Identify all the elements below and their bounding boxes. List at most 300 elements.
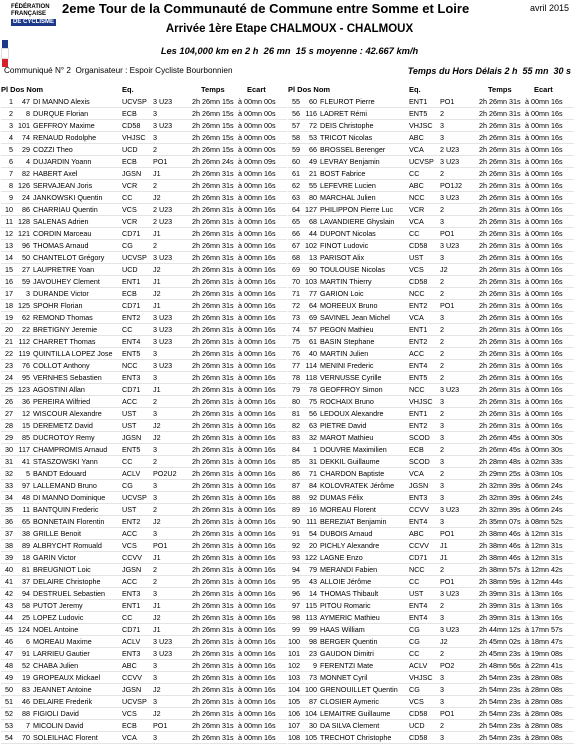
rider-name-cell: JEANNET Antoine: [33, 685, 92, 694]
gap-cell: à 00mn 16s: [238, 277, 276, 286]
team-cell: CD58: [409, 709, 428, 718]
bib-cell: 68: [309, 217, 317, 226]
result-row: [1, 144, 287, 156]
gap-cell: à 13mn 16s: [525, 613, 563, 622]
rider-name-cell: MENINI Frederic: [320, 361, 374, 370]
rank-cell: 29: [5, 433, 13, 442]
gap-cell: à 17mn 57s: [525, 625, 563, 634]
rider-name-cell: CHARRET Thomas: [33, 337, 96, 346]
rider-name-cell: LEFEVRE Lucien: [320, 181, 376, 190]
category-cell: 3 U23: [440, 241, 460, 250]
time-cell: 2h 26mn 31s: [192, 601, 234, 610]
result-row: [288, 456, 574, 468]
rank-cell: 85: [292, 457, 300, 466]
time-cell: 2h 26mn 31s: [192, 469, 234, 478]
gap-cell: à 00mn 16s: [525, 97, 563, 106]
category-cell: 3: [153, 373, 157, 382]
rider-name-cell: BOST Fabrice: [320, 169, 366, 178]
time-cell: 2h 26mn 31s: [192, 517, 234, 526]
rider-name-cell: MARCHAL Julien: [320, 193, 376, 202]
gap-cell: à 12mn 31s: [525, 553, 563, 562]
team-cell: ACLV: [122, 637, 141, 646]
gap-cell: à 00mn 16s: [525, 241, 563, 250]
category-cell: PO1: [440, 301, 455, 310]
category-cell: 3 U23: [440, 505, 460, 514]
gap-cell: à 00mn 16s: [238, 661, 276, 670]
rank-cell: 8: [9, 181, 13, 190]
rider-name-cell: CORDIN Marceau: [33, 229, 92, 238]
result-row: [1, 132, 287, 144]
rider-name-cell: JANKOWSKI Quentin: [33, 193, 103, 202]
gap-cell: à 00mn 16s: [238, 445, 276, 454]
gap-cell: à 00mn 16s: [238, 217, 276, 226]
team-cell: CC: [122, 325, 133, 334]
time-cell: 2h 54mn 23s: [479, 721, 521, 730]
gap-cell: à 00mn 16s: [525, 133, 563, 142]
rider-name-cell: LEVRAY Benjamin: [320, 157, 380, 166]
bib-cell: 38: [22, 529, 30, 538]
time-cell: 2h 26mn 31s: [479, 229, 521, 238]
result-row: [288, 108, 574, 120]
bib-cell: 113: [305, 613, 317, 622]
category-cell: 3: [440, 493, 444, 502]
category-cell: 3: [153, 589, 157, 598]
rank-cell: 69: [292, 265, 300, 274]
rider-name-cell: LADRET Rémi: [320, 109, 367, 118]
team-cell: NCC: [409, 193, 425, 202]
bib-cell: 24: [22, 193, 30, 202]
team-cell: VCA: [122, 733, 137, 742]
gap-cell: à 00mn 16s: [525, 229, 563, 238]
result-row: [1, 708, 287, 720]
time-cell: 2h 26mn 31s: [192, 409, 234, 418]
time-cell: 2h 32mn 39s: [479, 505, 521, 514]
category-cell: J2: [153, 709, 161, 718]
gap-cell: à 00mn 16s: [238, 709, 276, 718]
result-row: [288, 264, 574, 276]
rider-name-cell: AYMERIC Mathieu: [320, 613, 380, 622]
rank-cell: 74: [292, 325, 300, 334]
rider-name-cell: FIGIOLI David: [33, 709, 79, 718]
result-row: [1, 324, 287, 336]
bib-cell: 117: [18, 445, 30, 454]
gap-cell: à 00mn 16s: [238, 421, 276, 430]
rank-cell: 77: [292, 361, 300, 370]
gap-cell: à 00mn 16s: [525, 409, 563, 418]
results-rows: [288, 96, 574, 744]
team-cell: ENT1: [122, 601, 141, 610]
bib-cell: 37: [22, 577, 30, 586]
team-cell: ENT4: [409, 361, 428, 370]
bib-cell: 57: [309, 325, 317, 334]
bib-cell: 30: [309, 721, 317, 730]
bib-cell: 55: [309, 181, 317, 190]
rank-cell: 81: [292, 409, 300, 418]
rank-cell: 9: [9, 193, 13, 202]
header-time: Temps: [201, 85, 225, 94]
rank-cell: 89: [292, 505, 300, 514]
category-cell: 3: [153, 733, 157, 742]
team-cell: CG: [409, 625, 420, 634]
category-cell: 3 U23: [440, 589, 460, 598]
bib-cell: 3: [26, 289, 30, 298]
result-row: [288, 444, 574, 456]
team-cell: ACC: [122, 577, 138, 586]
rank-cell: 107: [288, 721, 300, 730]
rider-name-cell: MOREAU Maxime: [33, 637, 92, 646]
gap-cell: à 00mn 16s: [238, 589, 276, 598]
gap-cell: à 00mn 16s: [238, 481, 276, 490]
category-cell: 2 U23: [153, 205, 173, 214]
logo-line-2: FRANÇAISE: [11, 11, 47, 17]
result-row: [1, 264, 287, 276]
team-cell: VCS: [122, 541, 137, 550]
result-row: [1, 576, 287, 588]
rider-name-cell: REMOND Thomas: [33, 313, 93, 322]
gap-cell: à 00mn 16s: [238, 505, 276, 514]
team-cell: UST: [409, 589, 424, 598]
time-cell: 2h 39mn 31s: [479, 601, 521, 610]
category-cell: 2: [440, 337, 444, 346]
result-row: [288, 288, 574, 300]
result-row: [288, 432, 574, 444]
communique-organizer: Communiqué N° 2 Organisateur : Espoir Cycliste Bourbonnien: [4, 66, 233, 75]
team-cell: ECB: [122, 157, 137, 166]
time-cell: 2h 54mn 23s: [479, 685, 521, 694]
rank-cell: 26: [5, 397, 13, 406]
rider-name-cell: ROCHAIX Bruno: [320, 397, 374, 406]
bib-cell: 81: [22, 565, 30, 574]
time-cell: 2h 26mn 31s: [479, 349, 521, 358]
time-cell: 2h 32mn 39s: [479, 481, 521, 490]
time-cell: 2h 26mn 31s: [192, 265, 234, 274]
result-row: [288, 636, 574, 648]
gap-cell: à 00mn 16s: [525, 385, 563, 394]
gap-cell: à 00mn 16s: [238, 169, 276, 178]
time-cell: 2h 26mn 31s: [192, 613, 234, 622]
rider-name-cell: LEDOUX Alexandre: [320, 409, 384, 418]
team-cell: ABC: [409, 529, 424, 538]
result-row: [288, 492, 574, 504]
rank-cell: 15: [5, 265, 13, 274]
bib-cell: 118: [305, 373, 317, 382]
header-pl-dos-nom: Pl Dos Nom: [1, 85, 44, 94]
rank-cell: 60: [292, 157, 300, 166]
bib-cell: 101: [18, 121, 30, 130]
rank-cell: 103: [288, 673, 300, 682]
team-cell: ECB: [122, 721, 137, 730]
gap-cell: à 00mn 16s: [525, 205, 563, 214]
category-cell: J2: [153, 421, 161, 430]
rider-name-cell: STASZOWSKI Yann: [33, 457, 98, 466]
rider-name-cell: THOMAS Arnaud: [33, 241, 89, 250]
gap-cell: à 28mn 08s: [525, 709, 563, 718]
bib-cell: 96: [22, 241, 30, 250]
time-cell: 2h 26mn 31s: [192, 529, 234, 538]
category-cell: J1: [440, 541, 448, 550]
rider-name-cell: MERANDI Fabien: [320, 565, 378, 574]
time-cell: 2h 38mn 46s: [479, 529, 521, 538]
gap-cell: à 00mn 16s: [238, 181, 276, 190]
bib-cell: 104: [305, 709, 317, 718]
rider-name-cell: DUPONT Nicolas: [320, 229, 376, 238]
time-cell: 2h 26mn 31s: [192, 253, 234, 262]
bib-cell: 41: [22, 457, 30, 466]
result-row: [288, 312, 574, 324]
gap-cell: à 00mn 16s: [238, 241, 276, 250]
gap-cell: à 00mn 16s: [238, 733, 276, 742]
category-cell: 3: [153, 673, 157, 682]
category-cell: 2: [440, 325, 444, 334]
time-cell: 2h 32mn 39s: [479, 493, 521, 502]
rank-cell: 38: [5, 541, 13, 550]
time-cell: 2h 26mn 31s: [192, 553, 234, 562]
results-rows: [1, 96, 287, 744]
result-row: [1, 444, 287, 456]
rider-name-cell: GRENOUILLET Quentin: [320, 685, 398, 694]
gap-cell: à 00mn 16s: [238, 697, 276, 706]
bib-cell: 77: [309, 289, 317, 298]
time-cell: 2h 26mn 31s: [192, 361, 234, 370]
gap-cell: à 28mn 08s: [525, 733, 563, 742]
time-cell: 2h 26mn 31s: [479, 361, 521, 370]
time-cell: 2h 26mn 31s: [479, 277, 521, 286]
team-cell: UST: [122, 505, 137, 514]
rider-name-cell: COLLOT Anthony: [33, 361, 90, 370]
result-row: [1, 204, 287, 216]
team-cell: VHJSC: [409, 673, 433, 682]
rank-cell: 48: [5, 661, 13, 670]
gap-cell: à 00mn 16s: [238, 613, 276, 622]
rank-cell: 34: [5, 493, 13, 502]
rider-name-cell: DEIS Christophe: [320, 121, 374, 130]
rank-cell: 94: [292, 565, 300, 574]
time-cell: 2h 26mn 31s: [192, 433, 234, 442]
rank-cell: 37: [5, 529, 13, 538]
rank-cell: 51: [5, 697, 13, 706]
rider-name-cell: DESTRUEL Sebastien: [33, 589, 106, 598]
gap-cell: à 00mn 16s: [525, 349, 563, 358]
team-cell: CG: [122, 481, 133, 490]
rider-name-cell: THOMAS Thibault: [320, 589, 379, 598]
category-cell: PO1J2: [440, 181, 462, 190]
team-cell: ENT5: [122, 349, 141, 358]
bib-cell: 102: [305, 241, 317, 250]
bib-cell: 60: [309, 97, 317, 106]
gap-cell: à 00mn 16s: [525, 421, 563, 430]
category-cell: 3 U23: [153, 337, 173, 346]
team-cell: VCS: [409, 697, 424, 706]
category-cell: J1: [153, 601, 161, 610]
bib-cell: 22: [22, 325, 30, 334]
rank-cell: 41: [5, 577, 13, 586]
result-row: [288, 300, 574, 312]
gap-cell: à 00mn 16s: [238, 565, 276, 574]
results-right-column: [288, 84, 574, 744]
team-cell: ENT3: [122, 589, 141, 598]
rank-cell: 5: [9, 145, 13, 154]
rank-cell: 22: [5, 349, 13, 358]
team-cell: ACLV: [409, 661, 428, 670]
gap-cell: à 00mn 16s: [525, 121, 563, 130]
rank-cell: 104: [288, 685, 300, 694]
rider-name-cell: ALLOIE Jérôme: [320, 577, 372, 586]
rank-cell: 91: [292, 529, 300, 538]
time-cell: 2h 39mn 31s: [479, 589, 521, 598]
result-row: [288, 600, 574, 612]
time-cell: 2h 26mn 31s: [192, 541, 234, 550]
bib-cell: 6: [26, 637, 30, 646]
team-cell: CC: [409, 169, 420, 178]
team-cell: ACC: [122, 397, 138, 406]
rank-cell: 6: [9, 157, 13, 166]
gap-cell: à 00mn 30s: [525, 445, 563, 454]
bib-cell: 97: [22, 481, 30, 490]
rank-cell: 55: [292, 97, 300, 106]
bib-cell: 66: [309, 145, 317, 154]
rider-name-cell: PHILIPPON Pierre Luc: [320, 205, 394, 214]
gap-cell: à 03mn 10s: [525, 469, 563, 478]
rider-name-cell: DUBOIS Arnaud: [320, 529, 373, 538]
result-row: [288, 672, 574, 684]
result-row: [1, 408, 287, 420]
team-cell: ENT3: [409, 493, 428, 502]
result-row: [288, 144, 574, 156]
bib-cell: 54: [309, 529, 317, 538]
result-row: [1, 216, 287, 228]
team-cell: CD58: [122, 121, 141, 130]
rider-name-cell: BASIN Stephane: [320, 337, 375, 346]
gap-cell: à 00mn 00s: [238, 121, 276, 130]
bib-cell: 92: [309, 493, 317, 502]
team-cell: CD58: [409, 733, 428, 742]
team-cell: JGSN: [409, 481, 429, 490]
result-row: [1, 276, 287, 288]
bib-cell: 70: [22, 733, 30, 742]
bib-cell: 99: [309, 625, 317, 634]
rank-cell: 88: [292, 493, 300, 502]
rank-cell: 64: [292, 205, 300, 214]
category-cell: 2 U23: [440, 145, 460, 154]
team-cell: VHJSC: [409, 121, 433, 130]
bib-cell: 122: [305, 553, 317, 562]
rank-cell: 33: [5, 481, 13, 490]
rank-cell: 49: [5, 673, 13, 682]
rider-name-cell: DURANDE Victor: [33, 289, 89, 298]
gap-cell: à 00mn 16s: [238, 205, 276, 214]
category-cell: 3: [153, 529, 157, 538]
rank-cell: 58: [292, 133, 300, 142]
time-cell: 2h 26mn 15s: [192, 133, 234, 142]
rider-name-cell: CHAMPROMIS Arnaud: [33, 445, 108, 454]
team-cell: ACC: [409, 349, 425, 358]
rank-cell: 3: [9, 121, 13, 130]
gap-cell: à 00mn 16s: [238, 325, 276, 334]
category-cell: 3 U23: [440, 193, 460, 202]
category-cell: 3 U23: [153, 121, 173, 130]
bib-cell: 114: [305, 361, 317, 370]
result-row: [288, 396, 574, 408]
result-row: [1, 96, 287, 108]
category-cell: J2: [153, 193, 161, 202]
result-row: [1, 300, 287, 312]
team-cell: CD71: [122, 625, 141, 634]
rider-name-cell: SAVINEL Jean Michel: [320, 313, 390, 322]
bib-cell: 1: [313, 445, 317, 454]
rank-cell: 16: [5, 277, 13, 286]
gap-cell: à 00mn 16s: [238, 457, 276, 466]
time-cell: 2h 26mn 31s: [192, 169, 234, 178]
team-cell: CD71: [122, 229, 141, 238]
category-cell: 3 U23: [153, 97, 173, 106]
bib-cell: 12: [22, 409, 30, 418]
rank-cell: 30: [5, 445, 13, 454]
category-cell: J1: [153, 169, 161, 178]
result-row: [1, 468, 287, 480]
bib-cell: 125: [18, 301, 30, 310]
gap-cell: à 00mn 16s: [238, 409, 276, 418]
category-cell: 3: [153, 493, 157, 502]
rider-name-cell: FERENTZI Mate: [320, 661, 374, 670]
team-cell: CC: [122, 457, 133, 466]
rank-cell: 35: [5, 505, 13, 514]
result-row: [288, 372, 574, 384]
gap-cell: à 06mn 24s: [525, 481, 563, 490]
bib-cell: 72: [309, 121, 317, 130]
rank-cell: 39: [5, 553, 13, 562]
rank-cell: 17: [5, 289, 13, 298]
time-cell: 2h 26mn 45s: [479, 445, 521, 454]
gap-cell: à 00mn 16s: [525, 169, 563, 178]
category-cell: 2: [153, 241, 157, 250]
bib-cell: 44: [309, 229, 317, 238]
gap-cell: à 00mn 16s: [238, 373, 276, 382]
time-cell: 2h 26mn 31s: [192, 445, 234, 454]
gap-cell: à 00mn 00s: [238, 97, 276, 106]
time-cell: 2h 26mn 31s: [192, 673, 234, 682]
rank-cell: 57: [292, 121, 300, 130]
rank-cell: 36: [5, 517, 13, 526]
rank-cell: 70: [292, 277, 300, 286]
bib-cell: 103: [305, 277, 317, 286]
team-cell: ECB: [122, 289, 137, 298]
rank-cell: 66: [292, 229, 300, 238]
category-cell: J1: [153, 385, 161, 394]
rider-name-cell: HABERT Axel: [33, 169, 78, 178]
column-headers: [1, 84, 287, 96]
category-cell: J2: [440, 265, 448, 274]
result-row: [288, 216, 574, 228]
team-cell: UST: [122, 421, 137, 430]
rider-name-cell: LOPEZ Ludovic: [33, 613, 84, 622]
rider-name-cell: GROPEAUX Mickael: [33, 673, 101, 682]
team-cell: ENT2: [409, 421, 428, 430]
team-cell: ECB: [122, 109, 137, 118]
rank-cell: 73: [292, 313, 300, 322]
gap-cell: à 13mn 16s: [525, 589, 563, 598]
result-row: [1, 192, 287, 204]
result-row: [1, 636, 287, 648]
team-cell: ENT4: [409, 601, 428, 610]
result-row: [288, 252, 574, 264]
time-cell: 2h 26mn 31s: [192, 565, 234, 574]
gap-cell: à 00mn 16s: [525, 265, 563, 274]
category-cell: 3: [440, 613, 444, 622]
rider-name-cell: CLOSIER Aymeric: [320, 697, 379, 706]
time-cell: 2h 26mn 31s: [479, 397, 521, 406]
result-row: [288, 612, 574, 624]
team-cell: ACLV: [122, 469, 141, 478]
